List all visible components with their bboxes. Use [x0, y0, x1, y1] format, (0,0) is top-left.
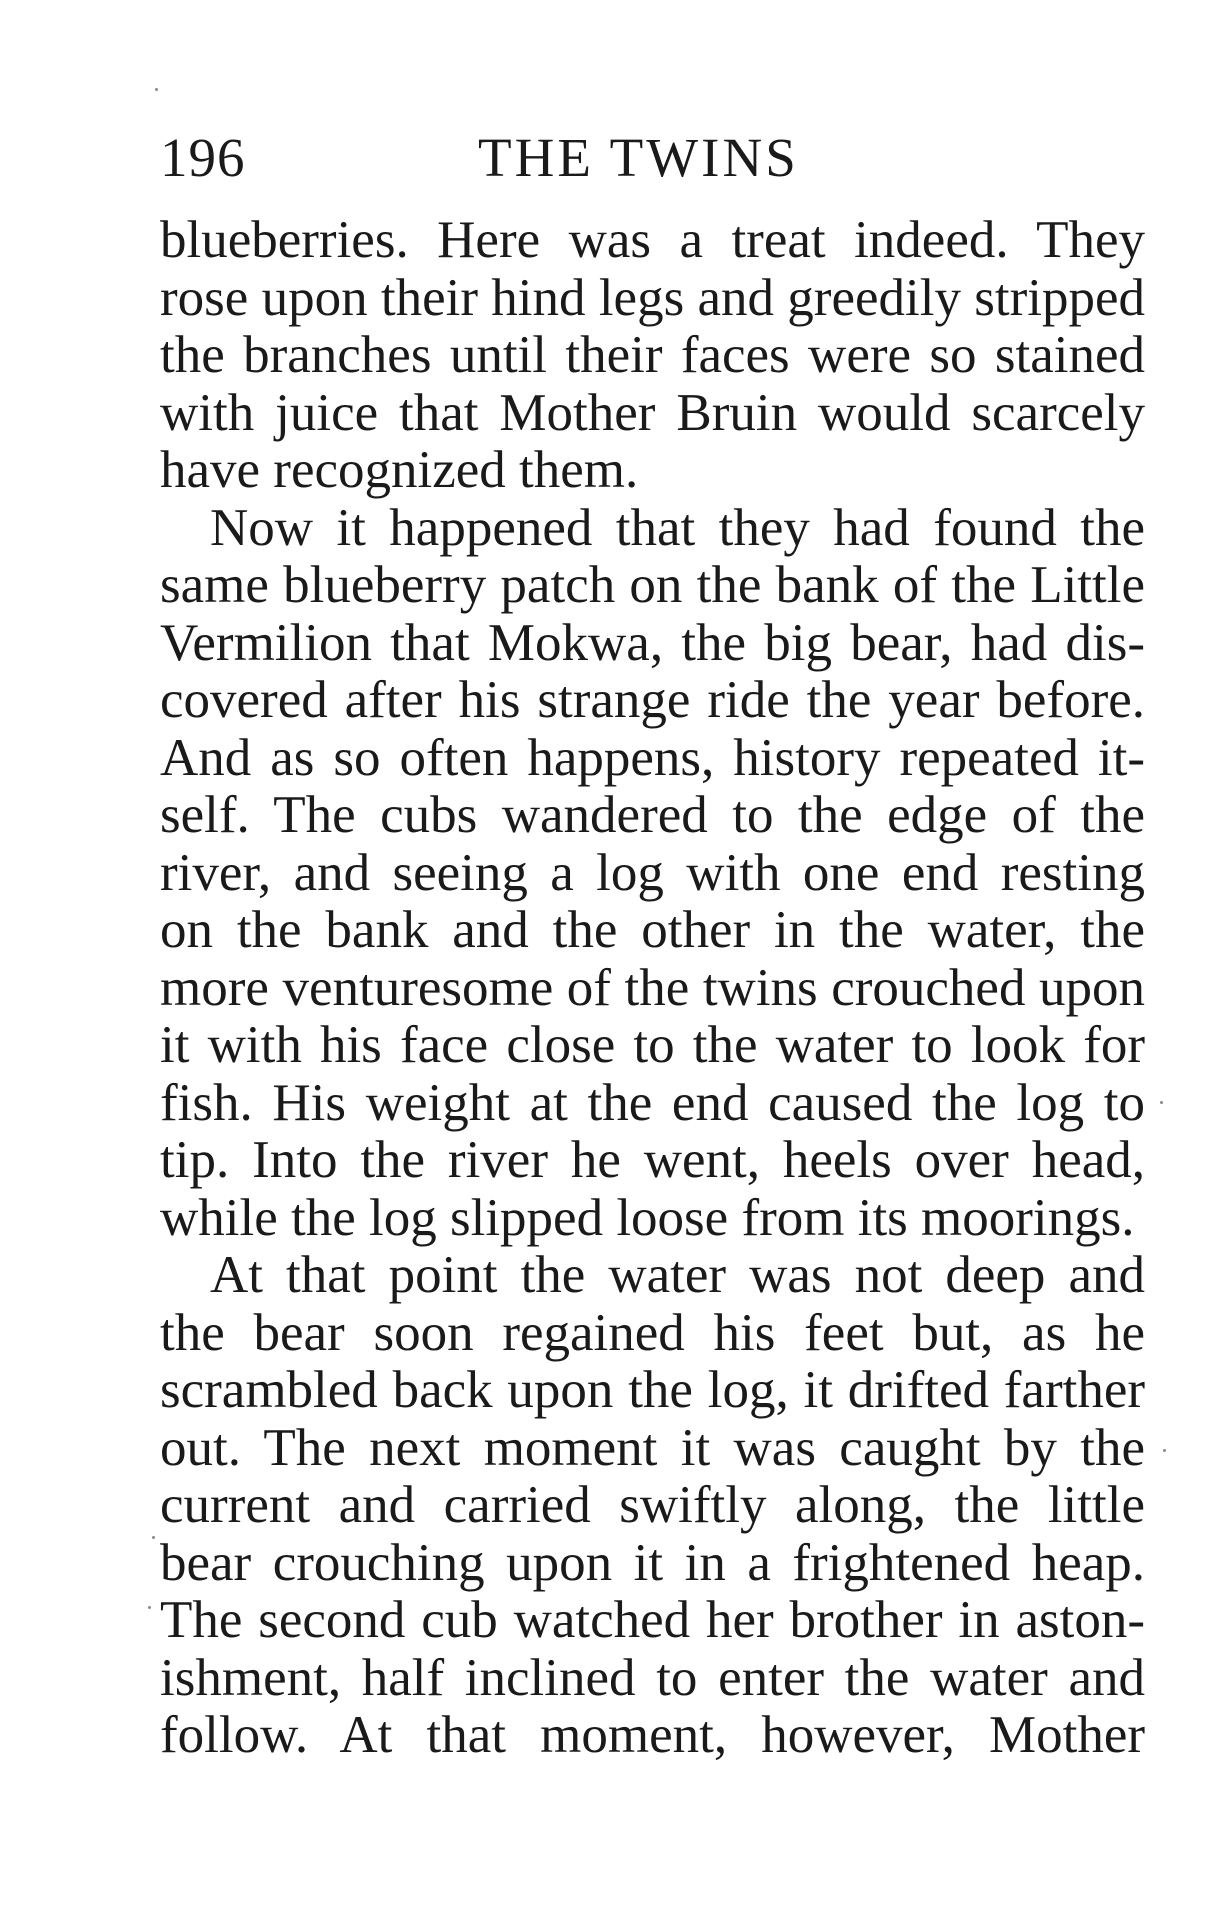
page-number: 196 — [160, 127, 246, 188]
text-line: out. The next moment it was caught by the — [160, 1418, 1145, 1477]
text-line: tip. Into the river he went, heels over head, — [160, 1131, 1145, 1189]
paper-speck — [1163, 1449, 1166, 1452]
text-line: bear crouching upon it in a frightened heap. — [160, 1533, 1145, 1592]
text-line: it with his face close to the water to look for — [160, 1016, 1145, 1074]
text-line: have recognized them. — [160, 441, 639, 499]
paper-speck — [1160, 1101, 1163, 1104]
text-line: the bear soon regained his feet but, as he — [160, 1303, 1145, 1362]
text-line: more venturesome of the twins crouched upon — [160, 958, 1145, 1017]
text-line: while the log slipped loose from its moorings. — [160, 1188, 1135, 1247]
text-line: scrambled back upon the log, it drifted farther — [160, 1361, 1145, 1419]
paper-speck — [148, 1606, 151, 1609]
paper-speck — [152, 1536, 155, 1539]
page-header — [160, 118, 1145, 198]
text-line: The second cub watched her brother in aston- — [160, 1591, 1145, 1649]
text-line: the branches until their faces were so stained — [160, 326, 1145, 384]
text-line: on the bank and the other in the water, the — [160, 901, 1145, 959]
text-line: And as so often happens, history repeated it- — [160, 728, 1145, 787]
text-line: with juice that Mother Bruin would scarcely — [160, 383, 1145, 442]
body-text — [160, 212, 1145, 1765]
text-line: Vermilion that Mokwa, the big bear, had dis- — [160, 613, 1145, 672]
text-line: fish. His weight at the end caused the log to — [160, 1073, 1145, 1132]
text-line: river, and seeing a log with one end resting — [160, 843, 1145, 902]
paragraph-start-line: Now it happened that they had found the — [210, 498, 1145, 557]
paragraph-start-line: At that point the water was not deep and — [210, 1246, 1145, 1304]
text-line: rose upon their hind legs and greedily stripped — [160, 268, 1145, 327]
text-line: covered after his strange ride the year before. — [160, 671, 1145, 729]
text-line: current and carried swiftly along, the little — [160, 1476, 1145, 1534]
text-line: blueberries. Here was a treat indeed. They — [160, 211, 1145, 269]
paper-speck — [155, 88, 158, 91]
text-line: self. The cubs wandered to the edge of the — [160, 786, 1145, 844]
text-line: same blueberry patch on the bank of the Little — [160, 556, 1145, 614]
text-line: ishment, half inclined to enter the water and — [160, 1648, 1145, 1707]
text-line: follow. At that moment, however, Mother — [160, 1706, 1145, 1764]
running-title: THE TWINS — [478, 127, 799, 188]
